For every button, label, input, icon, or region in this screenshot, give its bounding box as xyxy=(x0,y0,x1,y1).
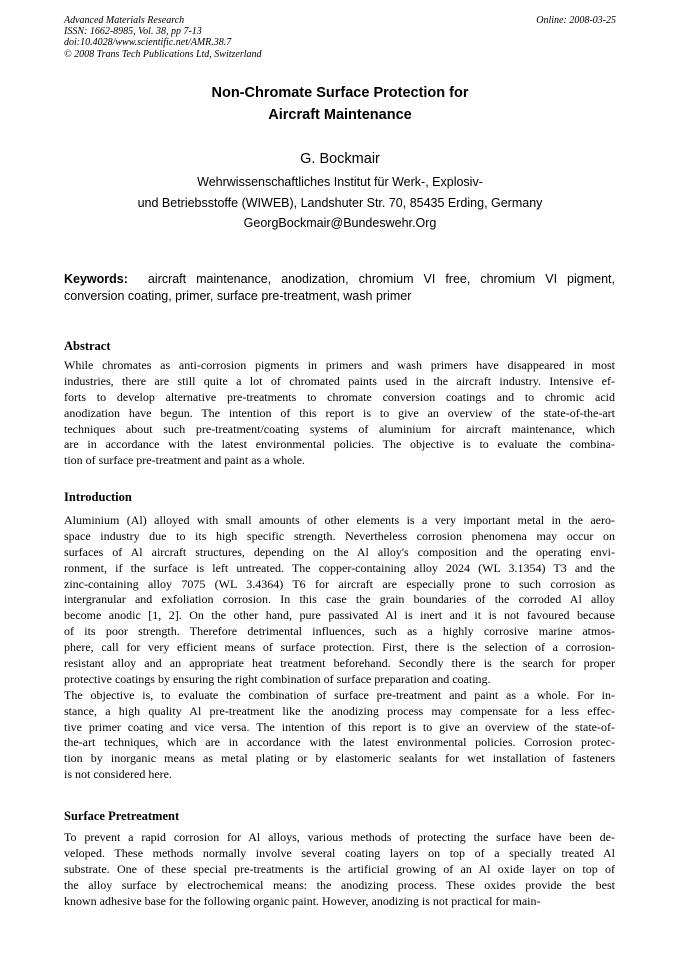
text-line: protective coatings by ensuring the right combination of surface preparation and coating. xyxy=(64,671,491,686)
text-line: forts to develop alternative pre-treatments to chromate conversion coatings and to chromic acid xyxy=(64,389,615,404)
issn: ISSN: 1662-8985, Vol. 38, pp 7-13 xyxy=(64,26,202,38)
text-line: techniques about such pre-treatment/coating systems of aluminium for aircraft maintenance, which xyxy=(64,421,615,436)
title-line-2: Aircraft Maintenance xyxy=(268,107,412,123)
text-line: veloped. These methods normally involve several coating layers on top of a specially treated Al xyxy=(64,845,615,860)
author-block xyxy=(64,149,616,234)
copyright: © 2008 Trans Tech Publications Ltd, Switzerland xyxy=(64,48,262,60)
text-line: tion of surface pre-treatment and paint as a whole. xyxy=(64,453,305,468)
text-line: tion by inorganic means as metal plating or by elastomeric sealants for wet installation of fasteners xyxy=(64,751,615,766)
text-line: resistant alloy and an appropriate heat treatment beforehand. Secondly there is the search for proper xyxy=(64,656,615,671)
text-line: intergranular and exfoliation corrosion. In this case the grain boundaries of the corroded Al alloy xyxy=(64,592,615,607)
text-line: space industry due to its high specific strength. Nevertheless corrosion phenomena may occur on xyxy=(64,528,615,543)
text-line: anodization have begun. The intention of this report is to give an overview of the state-of-the-art xyxy=(64,405,615,420)
text-line: surfaces of Al aircraft structures, depending on the Al alloy's composition and the operating envi- xyxy=(64,544,615,559)
text-line: become anodic [1, 2]. On the other hand, pure passivated Al is inert and it is not favoured because xyxy=(64,608,615,623)
text-line: industries, there are still quite a lot of chromated paints used in the aircraft industry. Intensive ef- xyxy=(64,373,615,388)
text-line: the alloy surface by electrochemical means: the anodizing process. These oxides provide the best xyxy=(64,877,615,892)
journal-name: Advanced Materials Research xyxy=(64,15,185,26)
online-date: Online: 2008-03-25 xyxy=(536,15,616,26)
text-line: Aluminium (Al) alloyed with small amounts of other elements is a very important metal in the aero- xyxy=(64,513,615,527)
text-line: zinc-containing alloy 7075 (WL 3.4364) T6 for aircraft are especially prone to such corrosion as xyxy=(64,576,615,591)
text-line: The objective is, to evaluate the combination of surface pre-treatment and paint as a whole. For in- xyxy=(64,687,615,702)
author-email: GeorgBockmair@Bundeswehr.Org xyxy=(243,216,437,230)
text-line: phere, call for very efficient means of surface protection. First, there is the selection of a corrosion- xyxy=(64,640,615,655)
text-line: To prevent a rapid corrosion for Al alloys, various methods of protecting the surface have been de- xyxy=(64,830,615,844)
text-line: stance, a high quality Al pre-treatment like the anodizing process may compensate for a less effec- xyxy=(64,703,615,718)
keywords-text-1: aircraft maintenance, anodization, chromium VI free, chromium VI pigment, xyxy=(147,272,615,286)
introduction-heading: Introduction xyxy=(64,490,132,504)
paper-title xyxy=(64,82,616,126)
text-line: While chromates as anti-corrosion pigments in primers and wash primers have disappeared in most xyxy=(64,358,615,372)
text-line: of its poor strength. Therefore detrimental influences, such as a highly corrosive marine atmos- xyxy=(64,624,615,639)
text-line: the-art techniques, which are in accordance with the latest environmental policies. Corrosion protec- xyxy=(64,735,615,750)
journal-header xyxy=(64,15,616,60)
surface-pretreatment-body xyxy=(64,830,615,909)
text-line: is not considered here. xyxy=(64,767,172,782)
text-line: substrate. One of these special pre-treatments is the artificial growing of an Al oxide layer on top of xyxy=(64,861,615,876)
title-line-1: Non-Chromate Surface Protection for xyxy=(211,85,469,101)
affiliation-line-1: Wehrwissenschaftliches Institut für Werk-, Explosiv- xyxy=(197,175,483,189)
affiliation-line-2: und Betriebsstoffe (WIWEB), Landshuter Str. 70, 85435 Erding, Germany xyxy=(137,195,543,210)
keywords-label: Keywords: xyxy=(64,272,128,286)
keywords-line-1 xyxy=(64,271,615,288)
text-line: ronment, if the surface is left untreated. The copper-containing alloy 2024 (WL 3.1354) T3 and the xyxy=(64,560,615,575)
abstract-body xyxy=(64,358,615,469)
doi: doi:10.4028/www.scientific.net/AMR.38.7 xyxy=(64,37,232,49)
keywords xyxy=(64,271,615,304)
abstract-heading: Abstract xyxy=(64,339,111,353)
introduction-body xyxy=(64,513,615,783)
author-name: G. Bockmair xyxy=(300,151,380,167)
text-line: are in accordance with the latest environmental policies. The objective is to evaluate the combina- xyxy=(64,437,615,452)
surface-pretreatment-heading: Surface Pretreatment xyxy=(64,809,180,823)
keywords-line-2: conversion coating, primer, surface pre-treatment, wash primer xyxy=(64,288,412,303)
text-line: tive primer coating and vice versa. The intention of this report is to give an overview of the state-of- xyxy=(64,719,615,734)
text-line: known adhesive base for the following organic paint. However, anodizing is not practical for main- xyxy=(64,893,541,908)
